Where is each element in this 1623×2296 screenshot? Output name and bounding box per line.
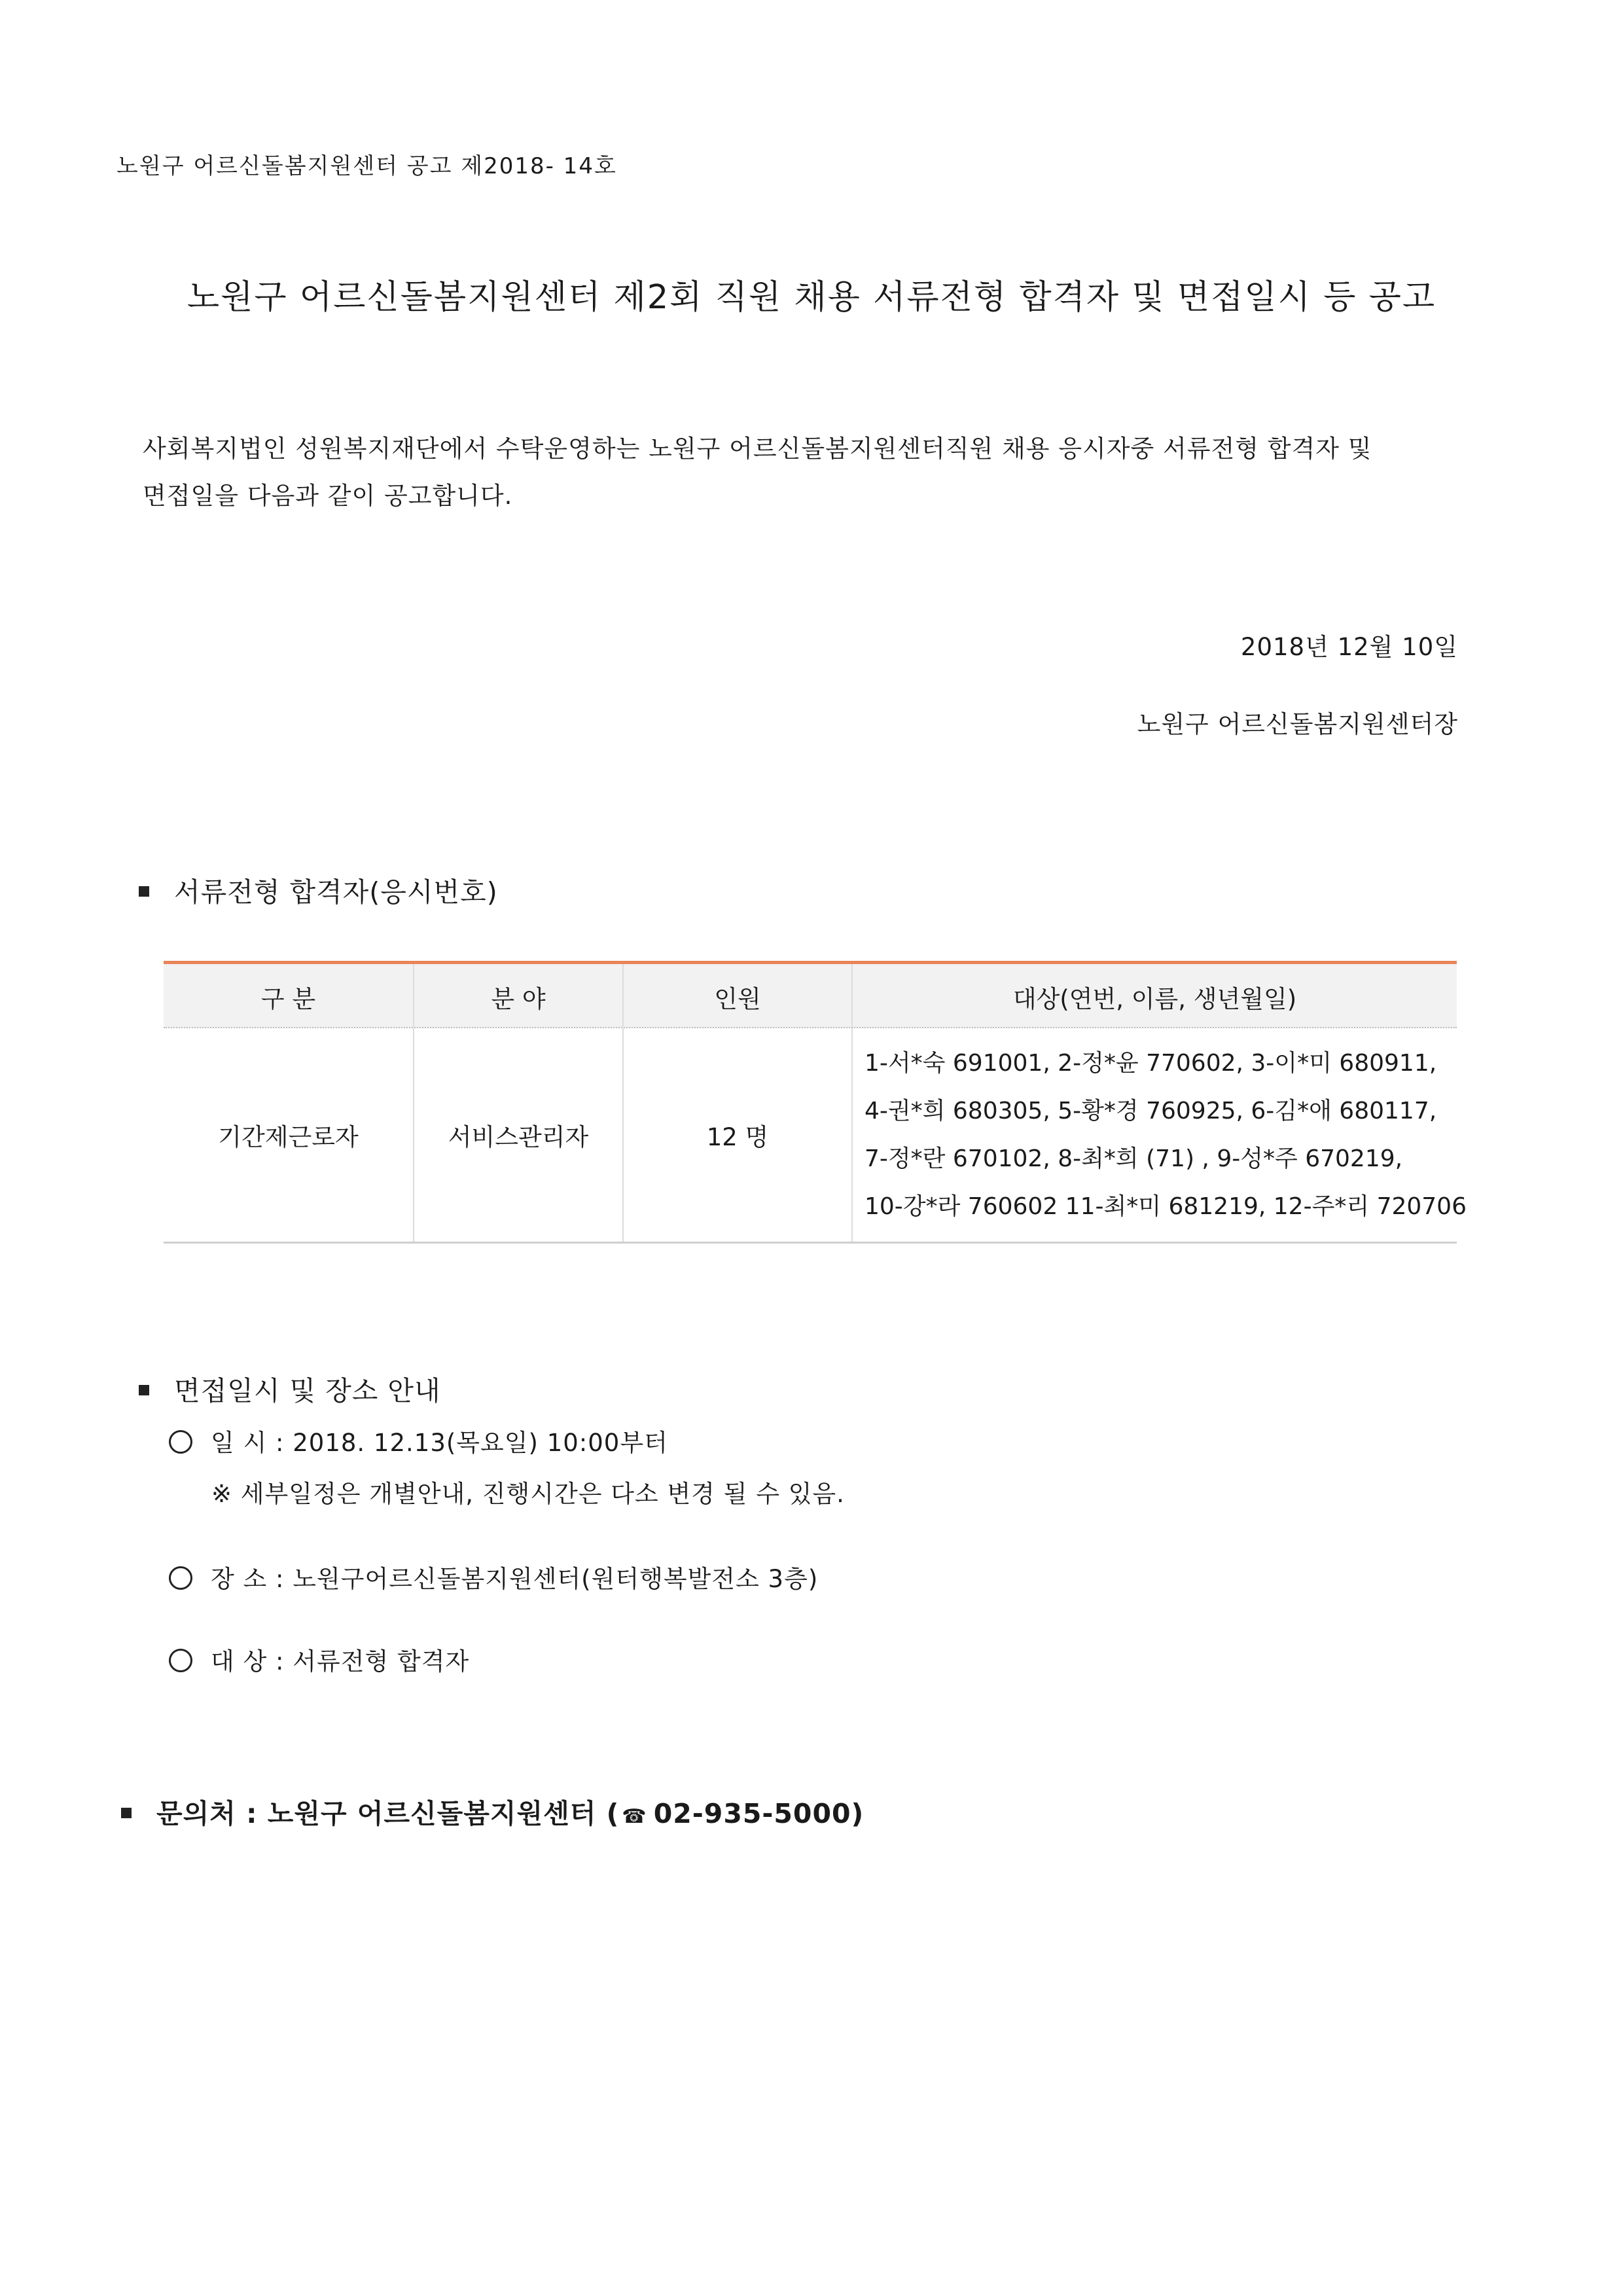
info-value: 노원구어르신돌봄지원센터(원터행복발전소 3층) [293, 1565, 819, 1593]
table-header-category: 구 분 [164, 964, 414, 1027]
target-line: 10-강*라 760602 11-최*미 681219, 12-주*리 720706 [865, 1193, 1467, 1220]
square-bullet-icon [121, 1808, 132, 1818]
table-header-count: 인원 [624, 964, 853, 1027]
info-label: 장 소 [211, 1565, 268, 1593]
intro-line-2: 면접일을 다음과 같이 공고합니다. [143, 482, 513, 510]
section-heading-text: 면접일시 및 장소 안내 [174, 1375, 441, 1407]
info-value: 2018. 12.13(목요일) 10:00부터 [293, 1429, 668, 1457]
square-bullet-icon [139, 886, 149, 897]
target-line: 1-서*숙 691001, 2-정*윤 770602, 3-이*미 680911, [865, 1050, 1437, 1077]
section-heading-passers [139, 870, 498, 909]
intro-line-1: 사회복지법인 성원복지재단에서 수탁운영하는 노원구 어르신돌봄지원센터직원 채용 응시자중 서류전형 합격자 및 [143, 435, 1372, 463]
table-header-field: 분 야 [414, 964, 624, 1027]
info-label: 일 시 [211, 1429, 268, 1457]
section-heading-text: 서류전형 합격자(응시번호) [174, 876, 498, 908]
table-row [164, 1028, 1467, 1244]
square-bullet-icon [139, 1385, 149, 1395]
circle-bullet-icon [169, 1430, 192, 1454]
info-value: 서류전형 합격자 [293, 1647, 470, 1676]
intro-paragraph [143, 425, 1372, 520]
target-line: 7-정*란 670102, 8-최*희 (71) , 9-성*주 670219, [865, 1145, 1403, 1172]
table-cell-category: 기간제근로자 [164, 1028, 414, 1242]
notice-number: 노원구 어르신돌봄지원센터 공고 제2018- 14호 [116, 153, 617, 179]
contact-org: 노원구 어르신돌봄지원센터 [267, 1798, 597, 1829]
interview-note: ※ 세부일정은 개별안내, 진행시간은 다소 변경 될 수 있음. [211, 1480, 845, 1508]
table-header-targets: 대상(연번, 이름, 생년월일) [1012, 985, 1297, 1013]
contact-label: 문의처 [156, 1798, 236, 1829]
interview-location: 장 소 : 노원구어르신돌봄지원센터(원터행복발전소 3층) [169, 1559, 818, 1594]
section-heading-interview [139, 1369, 441, 1408]
table-cell-field: 서비스관리자 [414, 1028, 624, 1242]
table-cell-targets [853, 1028, 1467, 1242]
issuer: 노원구 어르신돌봄지원센터장 [1137, 710, 1458, 738]
passers-table [164, 961, 1467, 1244]
telephone-icon: ☎ [622, 1805, 647, 1828]
info-label: 대 상 [211, 1647, 268, 1676]
circle-bullet-icon [169, 1566, 192, 1590]
contact-phone: 02-935-5000) [653, 1798, 865, 1829]
contact-phone-open: ( [606, 1798, 620, 1829]
circle-bullet-icon [169, 1649, 192, 1672]
announcement-date: 2018년 12월 10일 [1240, 633, 1458, 661]
document-title: 노원구 어르신돌봄지원센터 제2회 직원 채용 서류전형 합격자 및 면접일시 등 공고 [187, 278, 1436, 317]
contact-line: 문의처 : 노원구 어르신돌봄지원센터 ( ☎ 02-935-5000) [121, 1792, 864, 1831]
table-cell-count: 12 명 [624, 1028, 853, 1242]
target-line: 4-권*희 680305, 5-황*경 760925, 6-김*애 680117, [865, 1098, 1437, 1124]
interview-datetime: 일 시 : 2018. 12.13(목요일) 10:00부터 [169, 1423, 668, 1458]
table-header-row [164, 964, 1457, 1028]
interview-target: 대 상 : 서류전형 합격자 [169, 1641, 469, 1677]
